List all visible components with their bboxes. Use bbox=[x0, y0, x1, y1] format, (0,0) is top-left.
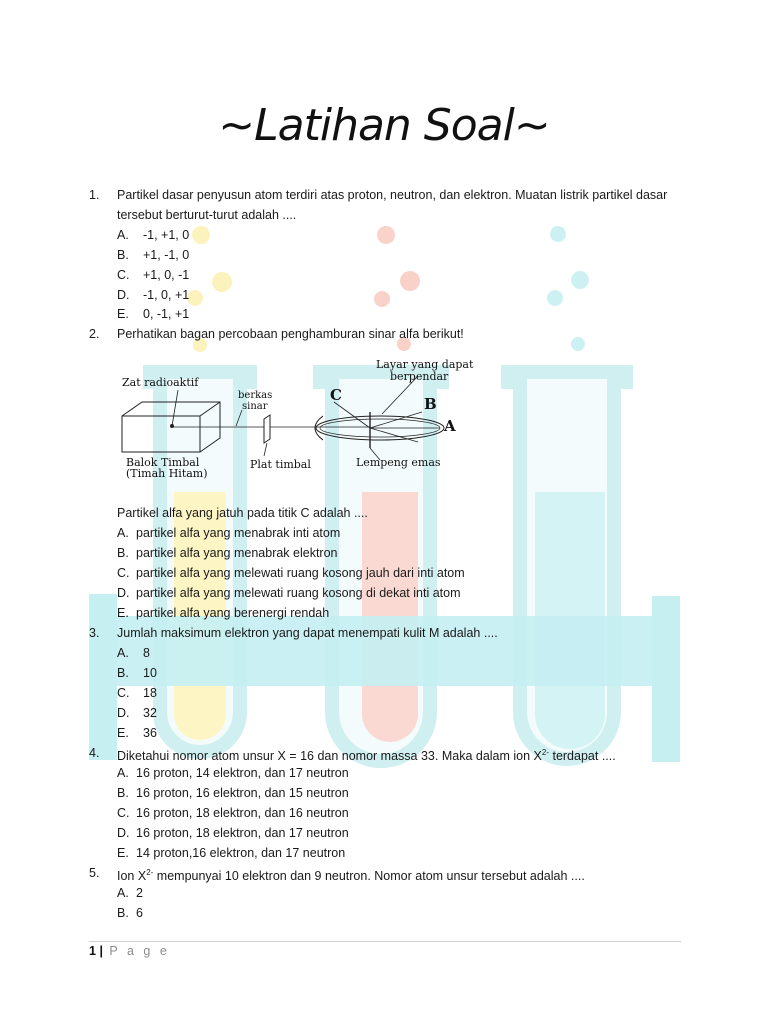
option-letter: A. bbox=[117, 526, 129, 540]
label-plate: Plat timbal bbox=[250, 458, 311, 471]
page-footer bbox=[89, 944, 170, 958]
option-text: 8 bbox=[143, 646, 150, 660]
question-number: 5. bbox=[89, 866, 100, 880]
label-screen-line2: berpendar bbox=[390, 370, 449, 383]
question-stem bbox=[117, 863, 677, 886]
ray-to-c bbox=[334, 402, 370, 428]
ion-charge: 2- bbox=[146, 868, 154, 877]
option-letter: C. bbox=[117, 686, 130, 700]
option-letter: B. bbox=[117, 546, 129, 560]
source-pointer bbox=[172, 390, 178, 426]
option-letter: D. bbox=[117, 706, 130, 720]
option-text: 0, -1, +1 bbox=[143, 307, 190, 321]
ion-charge: 2- bbox=[541, 748, 549, 757]
option bbox=[117, 304, 189, 324]
option-letter: D. bbox=[117, 586, 130, 600]
option-letter: B. bbox=[117, 786, 129, 800]
option-text: 10 bbox=[143, 666, 157, 680]
option-letter: C. bbox=[117, 806, 130, 820]
option bbox=[117, 723, 157, 743]
option bbox=[117, 245, 189, 265]
option-letter: D. bbox=[117, 826, 130, 840]
option bbox=[117, 783, 349, 803]
option bbox=[117, 225, 189, 245]
option-text: 16 proton, 16 elektron, dan 15 neutron bbox=[136, 786, 349, 800]
option-letter: D. bbox=[117, 288, 130, 302]
option bbox=[117, 583, 461, 603]
option-text: +1, -1, 0 bbox=[143, 248, 190, 262]
label-block-line2: (Timah Hitam) bbox=[126, 467, 208, 480]
option-text: +1, 0, -1 bbox=[143, 268, 190, 282]
label-screen-line1: Layar yang dapat bbox=[376, 358, 474, 371]
option-text: 6 bbox=[136, 906, 143, 920]
option bbox=[117, 683, 157, 703]
label-beam-line2: sinar bbox=[242, 401, 268, 412]
option-letter: E. bbox=[117, 307, 129, 321]
stem-text: mempunyai 10 elektron dan 9 neutron. Nomor atom unsur tersebut adalah .... bbox=[153, 869, 585, 884]
option bbox=[117, 643, 150, 663]
question-number: 4. bbox=[89, 746, 100, 760]
option-letter: E. bbox=[117, 846, 129, 860]
option-text: -1, +1, 0 bbox=[143, 228, 190, 242]
lead-plate bbox=[264, 415, 270, 443]
option bbox=[117, 803, 349, 823]
footer-separator: | bbox=[99, 944, 103, 958]
option-text: partikel alfa yang menabrak elektron bbox=[136, 546, 338, 560]
option bbox=[117, 265, 189, 285]
footer-divider bbox=[89, 941, 681, 942]
option bbox=[117, 823, 349, 843]
page-label: P a g e bbox=[109, 944, 170, 958]
option-text: partikel alfa yang melewati ruang kosong jauh dari inti atom bbox=[136, 566, 465, 580]
option-letter: E. bbox=[117, 726, 129, 740]
stem-text: Ion X bbox=[117, 869, 147, 884]
option bbox=[117, 763, 349, 783]
option-text: 16 proton, 14 elektron, dan 17 neutron bbox=[136, 766, 349, 780]
option-letter: C. bbox=[117, 566, 130, 580]
option-letter: B. bbox=[117, 666, 129, 680]
option-text: partikel alfa yang melewati ruang kosong di dekat inti atom bbox=[136, 586, 461, 600]
option-letter: B. bbox=[117, 248, 129, 262]
option bbox=[117, 663, 157, 683]
option-text: -1, 0, +1 bbox=[143, 288, 190, 302]
question-stem: Jumlah maksimum elektron yang dapat menempati kulit M adalah .... bbox=[117, 626, 498, 640]
option-text: partikel alfa yang berenergi rendah bbox=[136, 606, 330, 620]
label-point-a: A bbox=[444, 417, 456, 435]
option-text: 2 bbox=[136, 886, 143, 900]
option bbox=[117, 563, 465, 583]
option-text: 36 bbox=[143, 726, 157, 740]
label-point-c: C bbox=[330, 386, 342, 404]
option-text: 18 bbox=[143, 686, 157, 700]
question-stem: Partikel dasar penyusun atom terdiri atas proton, neutron, dan elektron. Muatan listrik partikel dasar tersebut berturut-turut adalah .... bbox=[117, 188, 668, 222]
label-source: Zat radioaktif bbox=[122, 376, 199, 389]
option-text: 16 proton, 18 elektron, dan 16 neutron bbox=[136, 806, 349, 820]
option-letter: A. bbox=[117, 228, 129, 242]
option bbox=[117, 603, 329, 623]
option bbox=[117, 543, 338, 563]
page-title: ~Latihan Soal~ bbox=[218, 100, 550, 151]
option bbox=[117, 703, 157, 723]
option bbox=[117, 523, 340, 543]
label-point-b: B bbox=[424, 395, 437, 413]
question-number: 2. bbox=[89, 327, 100, 341]
stem-text: terdapat .... bbox=[549, 749, 616, 764]
page-number: 1 bbox=[89, 944, 96, 958]
option-text: 14 proton,16 elektron, dan 17 neutron bbox=[136, 846, 346, 860]
option-letter: A. bbox=[117, 766, 129, 780]
alpha-scattering-diagram bbox=[118, 356, 498, 486]
option-letter: A. bbox=[117, 646, 129, 660]
plate-pointer bbox=[264, 443, 267, 456]
option-text: 32 bbox=[143, 706, 157, 720]
option-letter: B. bbox=[117, 906, 129, 920]
question-number: 1. bbox=[89, 188, 100, 202]
ray-to-b bbox=[370, 412, 422, 428]
label-block-line1: Balok Timbal bbox=[126, 456, 200, 469]
question-number: 3. bbox=[89, 626, 100, 640]
option-text: 16 proton, 18 elektron, dan 17 neutron bbox=[136, 826, 349, 840]
option bbox=[117, 883, 143, 903]
option-letter: A. bbox=[117, 886, 129, 900]
option bbox=[117, 843, 345, 863]
option-letter: C. bbox=[117, 268, 130, 282]
question-stem: Perhatikan bagan percobaan penghamburan sinar alfa berikut! bbox=[117, 327, 464, 341]
label-foil: Lempeng emas bbox=[356, 456, 441, 469]
beam-pointer bbox=[236, 410, 242, 426]
question-2-substem: Partikel alfa yang jatuh pada titik C adalah .... bbox=[117, 506, 368, 520]
option bbox=[117, 285, 189, 305]
label-beam-line1: berkas bbox=[238, 390, 273, 401]
option-letter: E. bbox=[117, 606, 129, 620]
option-text: partikel alfa yang menabrak inti atom bbox=[136, 526, 341, 540]
stem-text: Diketahui nomor atom unsur X = 16 dan nomor massa 33. Maka dalam ion X bbox=[117, 749, 542, 764]
option bbox=[117, 903, 143, 923]
